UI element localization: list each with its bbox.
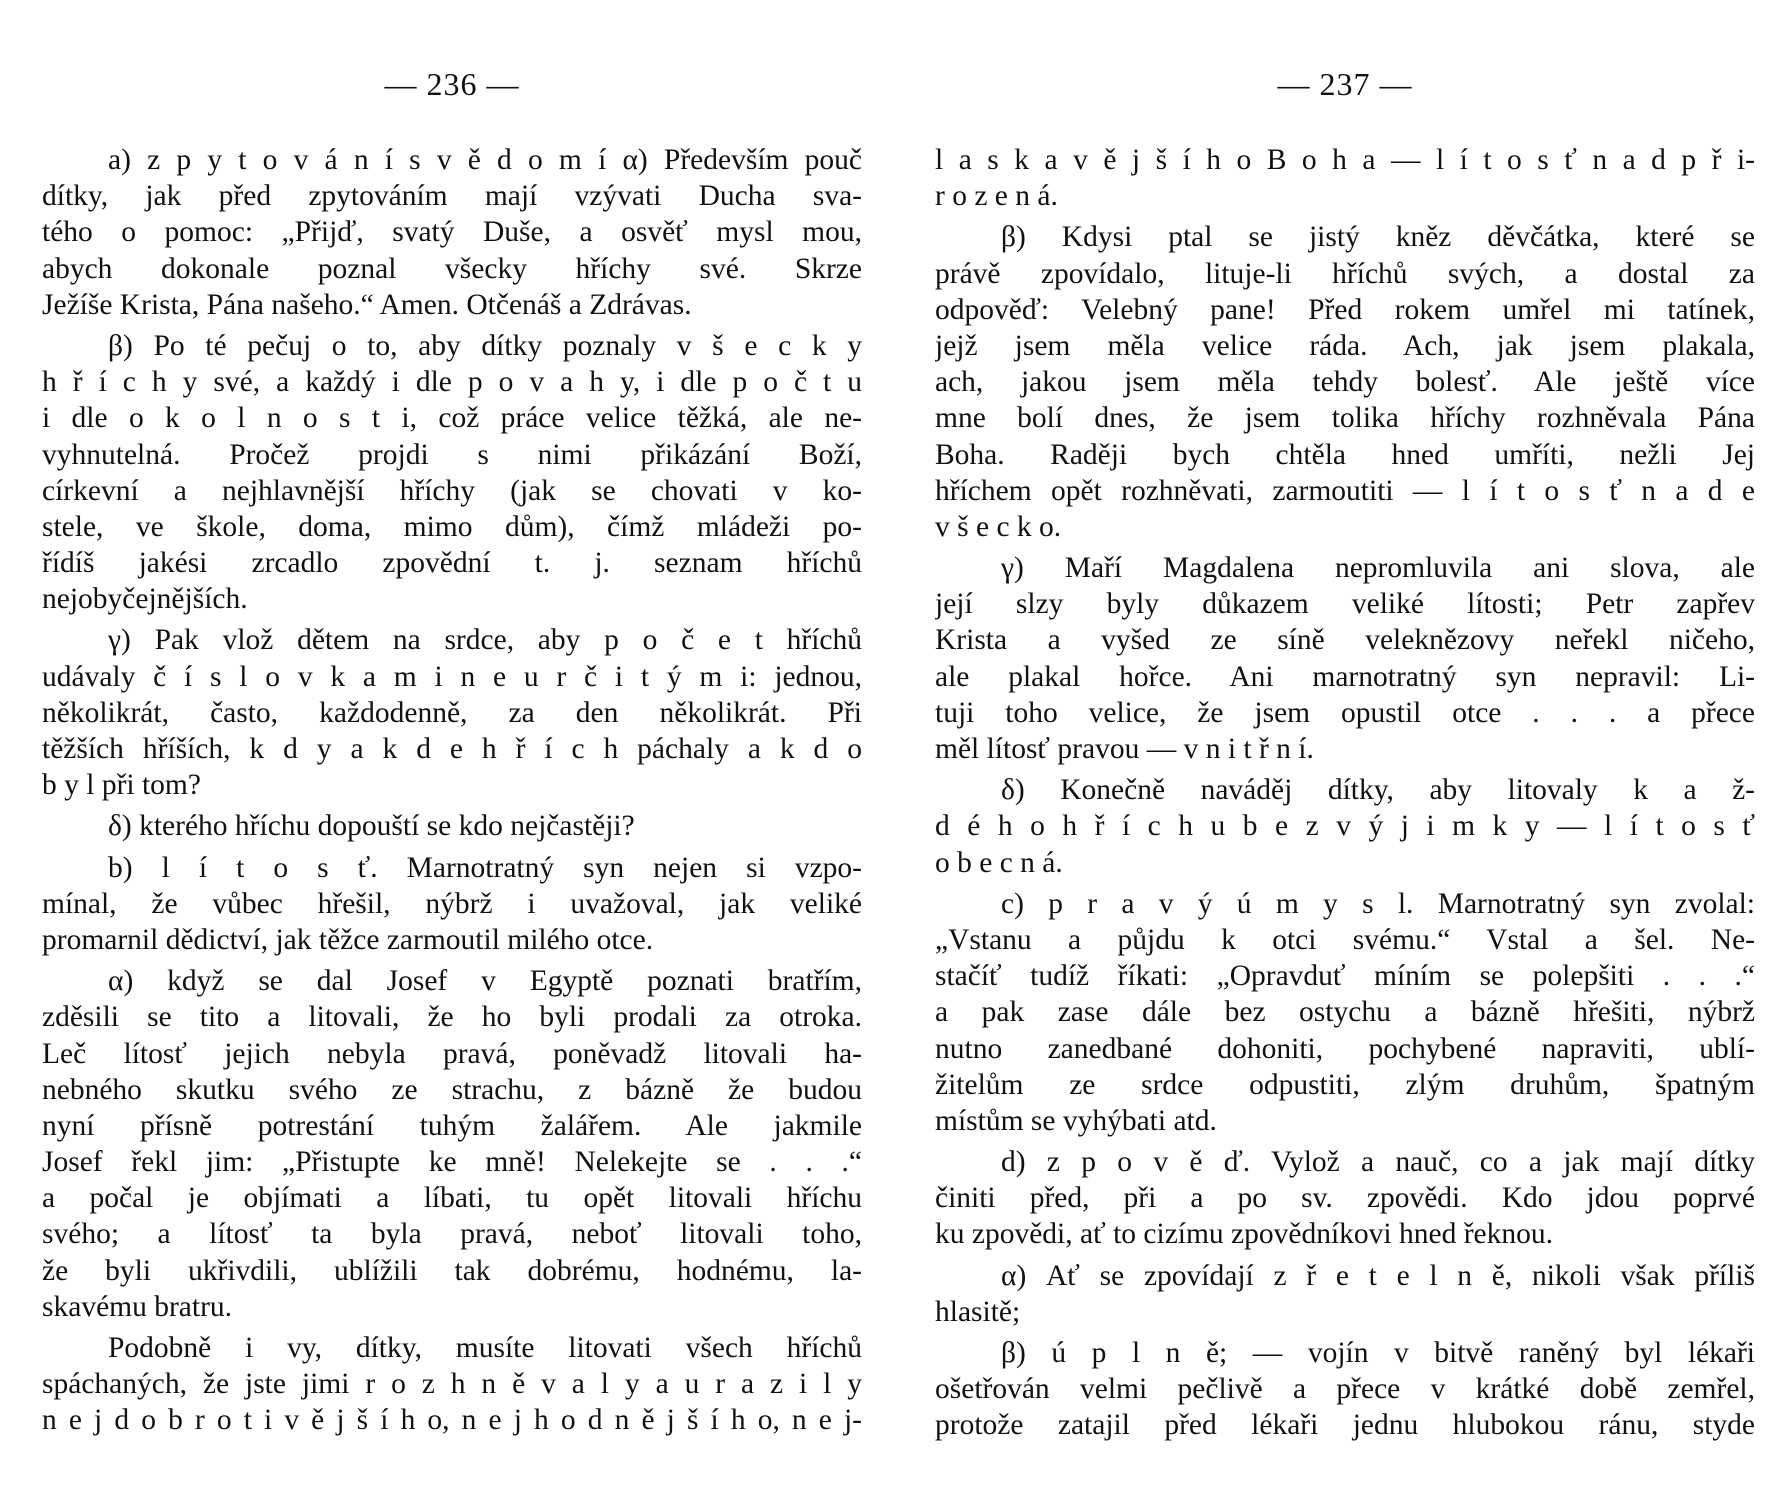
text-line: dítky, jak před zpytováním mají vzývati Ducha sva- [42, 180, 862, 213]
text-line: δ) kterého hříchu dopouští se kdo nejčastěji? [108, 810, 635, 843]
page-body [935, 142, 1755, 1444]
text-line: a) z p y t o v á n í s v ě d o m í α) Především pouč [108, 144, 862, 176]
text-line: nejobyčejnějších. [42, 583, 248, 616]
text-line: γ) Pak vlož dětem na srdce, aby p o č e t hříchů [108, 624, 862, 657]
text-line: Josef řekl jim: „Přistupte ke mně! Nelekejte se . . .“ [42, 1146, 862, 1179]
text-line: d é h o h ř í c h u b e z v ý j i m k y — l í t o s ť [935, 810, 1755, 843]
text-line: skavému bratru. [42, 1290, 233, 1323]
page-number: — 237 — [1277, 66, 1413, 102]
text-line: d) z p o v ě ď. Vylož a nauč, co a jak mají dítky [1001, 1146, 1755, 1179]
text-line: „Vstanu a půjdu k otci svému.“ Vstal a šel. Ne- [935, 923, 1755, 956]
text-line: c) p r a v ý ú m y s l. Marnotratný syn zvolal: [1001, 887, 1755, 920]
text-line: Leč lítosť jejich nebyla pravá, poněvadž litovali ha- [42, 1037, 862, 1070]
right-page [935, 0, 1755, 1500]
text-line: ale plakal hořce. Ani marnotratný syn nepravil: Li- [935, 660, 1755, 693]
text-line: tuji toho velice, že jsem opustil otce . . . a přece [935, 696, 1755, 729]
text-line: několikrát, často, každodenně, za den několikrát. Při [42, 696, 862, 729]
text-line: že byli ukřivdili, ublížili tak dobrému, hodnému, la- [42, 1254, 862, 1287]
text-line: hlasitě; [935, 1295, 1021, 1328]
text-line: místům se vyhýbati atd. [935, 1104, 1217, 1137]
text-line: l a s k a v ě j š í h o B o h a — l í t o s ť n a d p ř i- [935, 144, 1755, 176]
text-line: δ) Konečně naváděj dítky, aby litovaly k a ž- [1001, 774, 1755, 807]
text-line: ošetřován velmi pečlivě a přece v krátké době zemřel, [935, 1373, 1755, 1406]
text-line: h ř í c h y své, a každý i dle p o v a h y, i dle p o č t u [42, 366, 862, 399]
text-line: její slzy byly důkazem veliké lítosti; Petr zapřev [935, 588, 1755, 621]
text-line: odpověď: Velebný pane! Před rokem umřel mi tatínek, [935, 293, 1755, 326]
text-line: r o z e n á. [935, 180, 1058, 213]
text-line: γ) Maří Magdalena nepromluvila ani slova, ale [1001, 552, 1755, 585]
text-line: Krista a vyšed ze síně veleknězovy neřekl ničeho, [935, 624, 1755, 657]
left-page [42, 0, 862, 1500]
text-line: žitelům ze srdce odpustiti, zlým druhům, špatným [935, 1068, 1755, 1101]
text-line: β) Po té pečuj o to, aby dítky poznaly v š e c k y [108, 329, 862, 362]
page-body [42, 142, 862, 1439]
text-line: svého; a lítosť ta byla pravá, neboť litovali toho, [42, 1218, 862, 1251]
text-line: řídíš jakési zrcadlo zpovědní t. j. seznam hříchů [42, 547, 862, 580]
text-line: v š e c k o. [935, 510, 1062, 543]
text-line: hříchem opět rozhněvati, zarmoutiti — l í t o s ť n a d e [935, 474, 1755, 507]
page-number: — 236 — [384, 66, 520, 102]
text-line: β) Kdysi ptal se jistý kněz děvčátka, které se [1001, 221, 1755, 254]
text-line: tého o pomoc: „Přijď, svatý Duše, a osvěť mysl mou, [42, 216, 862, 249]
text-line: zděsili se tito a litovali, že ho byli prodali za otroka. [42, 1001, 862, 1034]
text-line: církevní a nejhlavnější hříchy (jak se chovati v ko- [42, 474, 862, 507]
text-line: měl lítosť pravou — v n i t ř n í. [935, 733, 1314, 765]
text-line: b y l při tom? [42, 769, 201, 802]
text-line: nebného skutku svého ze strachu, z bázně že budou [42, 1073, 862, 1106]
text-line: abych dokonale poznal všecky hříchy své. Skrze [42, 252, 862, 285]
text-line: β) ú p l n ě; — vojín v bitvě raněný byl lékaři [1001, 1337, 1755, 1369]
text-line: spáchaných, že jste jimi r o z h n ě v a l y a u r a z i l y [42, 1368, 862, 1401]
text-line: činiti před, při a po sv. zpovědi. Kdo jdou poprvé [935, 1182, 1755, 1215]
text-line: vyhnutelná. Pročež projdi s nimi přikázání Boží, [42, 438, 862, 471]
text-line: právě zpovídalo, lituje-li hříchů svých, a dostal za [935, 257, 1755, 290]
text-line: n e j d o b r o t i v ě j š í h o, n e j h o d n ě j š í h o, n e j- [42, 1404, 862, 1437]
text-line: udávaly č í s l o v k a m i n e u r č i t ý m i: jednou, [42, 660, 862, 693]
text-line: nutno zanedbané dohoniti, pochybené napraviti, ublí- [935, 1032, 1755, 1065]
text-line: o b e c n á. [935, 846, 1063, 879]
text-line: a pak zase dále bez ostychu a bázně hřešiti, nýbrž [935, 996, 1755, 1029]
text-line: α) když se dal Josef v Egyptě poznati bratřím, [108, 965, 862, 998]
text-line: Boha. Raději bych chtěla hned umříti, nežli Jej [935, 438, 1755, 471]
text-line: ach, jakou jsem měla tehdy bolesť. Ale ještě více [935, 366, 1755, 399]
text-line: stačíť tudíž říkati: „Opravduť míním se polepšiti . . .“ [935, 960, 1755, 993]
text-line: i dle o k o l n o s t i, což práce velice těžká, ale ne- [42, 402, 862, 435]
text-line: mne bolí dnes, že jsem tolika hříchy rozhněvala Pána [935, 402, 1755, 435]
text-line: těžších hříších, k d y a k d e h ř í c h páchaly a k d o [42, 733, 862, 765]
text-line: stele, ve škole, doma, mimo dům), čímž mládeži po- [42, 510, 862, 543]
text-line: Podobně i vy, dítky, musíte litovati všech hříchů [108, 1332, 862, 1364]
text-line: α) Ať se zpovídají z ř e t e l n ě, nikoli však příliš [1001, 1259, 1755, 1292]
text-line: ku zpovědi, ať to cizímu zpovědníkovi hned řeknou. [935, 1218, 1554, 1251]
text-line: promarnil dědictví, jak těžce zarmoutil milého otce. [42, 923, 654, 956]
text-line: protože zatajil před lékaři jednu hlubokou ránu, styde [935, 1409, 1755, 1442]
text-line: b) l í t o s ť. Marnotratný syn nejen si vzpo- [108, 851, 862, 884]
text-line: Ježíše Krista, Pána našeho.“ Amen. Otčenáš a Zdrávas. [42, 288, 692, 321]
text-line: jejž jsem měla velice ráda. Ach, jak jsem plakala, [935, 329, 1755, 362]
text-line: a počal je objímati a líbati, tu opět litovali hříchu [42, 1182, 862, 1215]
text-line: mínal, že vůbec hřešil, nýbrž i uvažoval, jak veliké [42, 887, 862, 920]
text-line: nyní přísně potrestání tuhým žalářem. Ale jakmile [42, 1109, 862, 1142]
